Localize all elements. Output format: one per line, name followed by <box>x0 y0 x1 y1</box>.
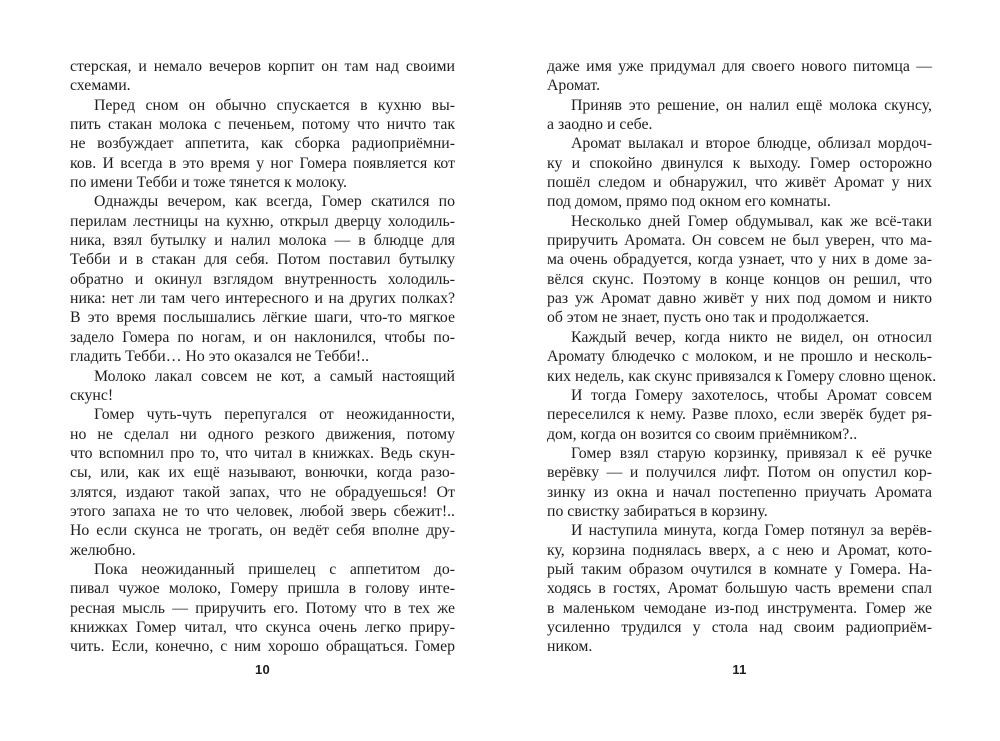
page-text <box>70 0 455 657</box>
text-line: пошёл следом и обнаружил, что живёт Аромат у них <box>547 174 932 192</box>
text-line: по свистку забираться в корзину. <box>547 502 768 520</box>
text-line: ника, взял бутылку и налил молока — в блюдце для <box>70 232 455 250</box>
text-line: ких недель, как скунс привязался к Гомеру словно щенок. <box>547 367 937 385</box>
text-line: Аромат вылакал и второе блюдце, облизал мордоч- <box>571 135 932 153</box>
text-line: Приняв это решение, он налил ещё молока скунсу, <box>571 96 932 114</box>
page-number: 11 <box>732 662 747 677</box>
text-line: схемами. <box>70 77 131 95</box>
paragraph <box>547 328 937 386</box>
text-line: В это время послышались лёгкие шаги, что-то мягкое <box>70 309 455 327</box>
text-line: ресная мысль — приручить его. Потому что в тех же <box>70 599 455 617</box>
paragraph <box>70 560 455 657</box>
text-line: приручить Аромата. Он совсем не был уверен, что ма- <box>547 232 932 250</box>
text-line: не возбуждает аппетита, как сборка радиоприёмни- <box>70 135 455 153</box>
text-line: И тогда Гомеру захотелось, чтобы Аромат совсем <box>571 386 932 404</box>
text-line: ку, корзина поднялась вверх, а с нею и Аромат, кото- <box>547 541 932 559</box>
text-line: перилам лестницы на кухню, открыл дверцу холодиль- <box>70 212 455 230</box>
text-line: верёвку — и получился лифт. Потом он опустил кор- <box>547 464 932 482</box>
text-line: даже имя уже придумал для своего нового питомца — <box>547 58 932 75</box>
page-right <box>547 0 937 741</box>
paragraph <box>547 96 932 135</box>
text-line: задело Гомера по ногам, и он наклонился, чтобы по- <box>70 328 455 346</box>
text-line: ков. И всегда в это время у ног Гомера появляется кот <box>70 154 455 172</box>
page-text <box>547 0 937 657</box>
text-line: обратно и окинул взглядом внутренность холодиль- <box>70 270 455 288</box>
page-number: 10 <box>254 662 271 677</box>
text-line: гладить Тебби… Но это оказался не Тебби!.. <box>70 348 370 366</box>
paragraph <box>70 57 455 96</box>
text-line: дом, когда он возится со своим приёмником?.. <box>547 425 858 443</box>
text-line: пивал чужое молоко, Гомеру пришла в голову инте- <box>70 580 455 598</box>
paragraph <box>70 192 455 366</box>
text-line: книжках Гомер читал, что скунса очень легко приру- <box>70 618 455 636</box>
paragraph <box>70 405 455 560</box>
text-line: ходясь в гостях, Аромат большую часть времени спал <box>547 580 932 598</box>
text-line: Аромату блюдечко с молоком, и не прошло и несколь- <box>547 348 932 366</box>
text-line: Перед сном он обычно спускается в кухню вы- <box>94 96 455 114</box>
text-line: ником. <box>547 638 593 656</box>
text-line: чить. Если, конечно, с ним хорошо обращаться. Гомер <box>70 638 455 656</box>
text-line: что вспомнил про то, что читал в книжках. Ведь скун- <box>70 444 455 462</box>
text-line: сы, или, как их ещё называют, вонючки, когда разо- <box>70 464 455 482</box>
text-line: Каждый вечер, когда никто не видел, он относил <box>571 328 932 346</box>
paragraph <box>547 212 932 328</box>
text-line: в маленьком чемодане из-под инструмента. Гомер же <box>547 599 932 617</box>
paragraph <box>547 134 932 211</box>
paragraph <box>547 444 932 521</box>
text-line: Аромат. <box>547 77 601 95</box>
paragraph <box>547 57 932 96</box>
text-line: этого запаха не то что человек, любой зверь сбежит!.. <box>70 502 455 520</box>
text-line: вёлся скунс. Поэтому в конце концов он решил, что <box>547 270 932 288</box>
text-line: ника: нет ли там чего интересного и на других полках? <box>70 290 455 308</box>
text-line: Пока неожиданный пришелец с аппетитом до- <box>94 560 455 578</box>
page-left <box>70 0 455 741</box>
text-line: злятся, издают такой запах, что не обрадуешься! От <box>70 483 455 501</box>
text-line: раз уж Аромат давно живёт у них под домом и никто <box>547 290 932 308</box>
text-line: Но если скунса не трогать, он ведёт себя вполне дру- <box>70 522 455 540</box>
paragraph <box>547 521 932 656</box>
text-line: рый таким образом очутился в комнате у Гомера. На- <box>547 560 932 578</box>
text-line: по имени Тебби и тоже тянется к молоку. <box>70 174 347 192</box>
paragraph <box>70 367 455 406</box>
text-line: но не сделал ни одного резкого движения, потому <box>70 425 455 443</box>
text-line: ку и спокойно двинулся к выходу. Гомер осторожно <box>547 154 932 172</box>
text-line: пить стакан молока с печеньем, потому что ничто так <box>70 116 455 134</box>
text-line: стерская, и немало вечеров корпит он там над своими <box>70 58 455 75</box>
text-line: Несколько дней Гомер обдумывал, как же всё-таки <box>571 212 932 230</box>
text-line: а заодно и себе. <box>547 116 653 134</box>
text-line: Гомер взял старую корзинку, привязал к её ручке <box>571 444 932 462</box>
paragraph <box>70 96 455 193</box>
text-line: зинку из окна и начал постепенно приучать Аромата <box>547 483 932 501</box>
paragraph <box>547 386 932 444</box>
text-line: Однажды вечером, как всегда, Гомер скатился по <box>94 193 455 211</box>
text-line: Тебби и в стакан для себя. Потом поставил бутылку <box>70 251 455 269</box>
text-line: И наступила минута, когда Гомер потянул за верёв- <box>571 522 932 540</box>
text-line: переселился к нему. Разве плохо, если зверёк будет ря- <box>547 406 932 424</box>
text-line: под домом, прямо под окном его комнаты. <box>547 193 831 211</box>
text-line: желюбно. <box>70 541 136 559</box>
text-line: скунс! <box>70 386 114 404</box>
text-line: ма очень обрадуется, когда узнает, что у них в доме за- <box>547 251 932 269</box>
text-line: усиленно трудился у стола над своим радиоприём- <box>547 618 932 636</box>
text-line: Гомер чуть-чуть перепугался от неожиданности, <box>94 406 455 424</box>
text-line: об этом не знает, пусть оно так и продолжается. <box>547 309 870 327</box>
text-line: Молоко лакал совсем не кот, а самый настоящий <box>94 367 455 385</box>
